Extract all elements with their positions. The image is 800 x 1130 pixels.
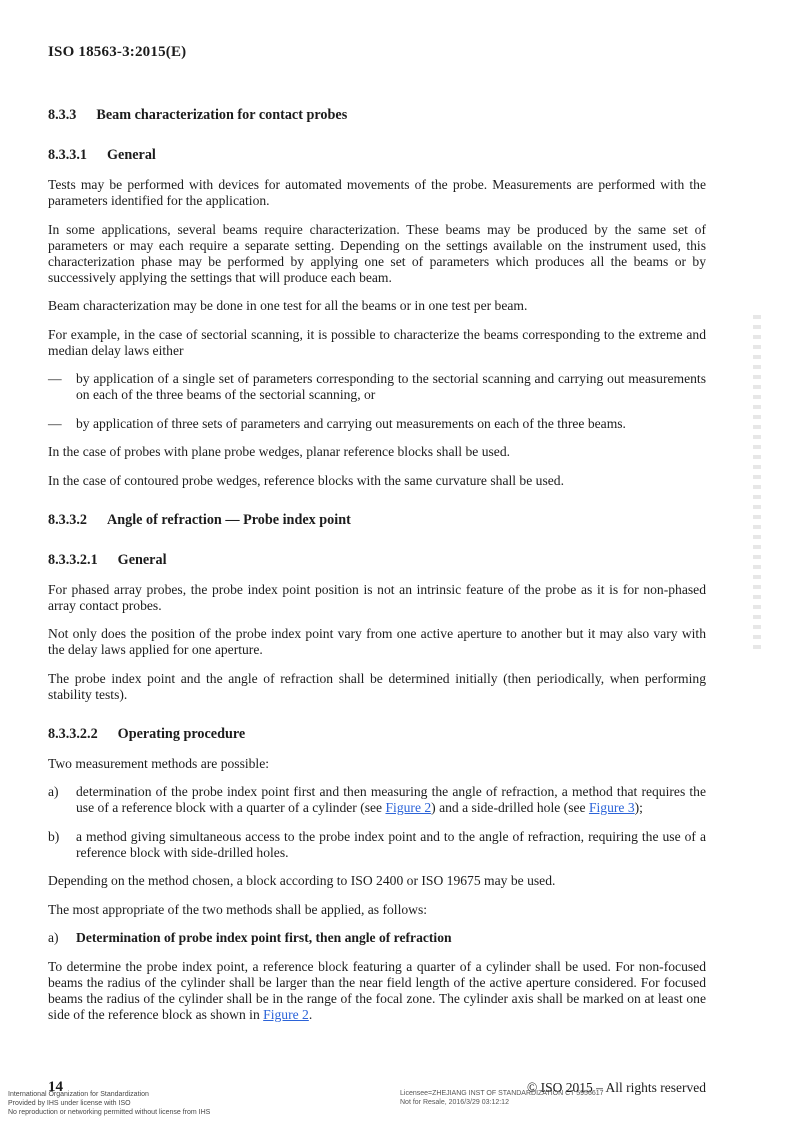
- text-run: To determine the probe index point, a reference block featuring a quarter of a cylinder shall be used. For non-focused beams the radius of the cylinder shall be larger than the near field length of the active aperture considered. For focused beams the radius of the cylinder shall be in the range of the focal zone. The cylinder axis shall be marked on at least one side of the reference block as shown in: [48, 958, 706, 1022]
- dash-list-item-text: by application of three sets of parameters and carrying out measurements on each of the three beams.: [76, 415, 626, 431]
- paragraph-sectorial-example: For example, in the case of sectorial scanning, it is possible to characterize the beams corresponding to the extreme and median delay laws either: [48, 326, 706, 358]
- running-header: ISO 18563-3:2015(E): [48, 44, 187, 60]
- list-marker-a: a): [48, 930, 59, 945]
- heading-number: 8.3.3: [48, 107, 77, 123]
- footer-ihs-line: No reproduction or networking permitted without license from IHS: [8, 1109, 211, 1116]
- dash-bullet: —: [48, 415, 62, 431]
- text-run: .: [308, 1006, 313, 1022]
- heading-number: 8.3.3.2: [48, 511, 88, 528]
- heading-8-3-3-2-2: [48, 726, 706, 743]
- heading-number: 8.3.3.2.2: [48, 725, 98, 742]
- heading-title: Operating procedure: [117, 725, 246, 742]
- applied-method-item-a: [48, 930, 706, 946]
- heading-8-3-3-2-1: [48, 552, 706, 569]
- footer-ihs-line: Provided by IHS under license with ISO: [8, 1100, 131, 1107]
- paragraph-tests-performed: Tests may be performed with devices for automated movements of the probe. Measurements are performed with the parameters identified for the application.: [48, 177, 706, 208]
- text-run: ) and a side-drilled hole (see: [431, 800, 589, 815]
- paragraph-one-test: Beam characterization may be done in one test for all the beams or in one test per beam.: [48, 298, 528, 313]
- figure-2-link[interactable]: Figure 2: [263, 1006, 309, 1022]
- heading-title: Angle of refraction — Probe index point: [107, 511, 351, 528]
- dash-list-item: [48, 371, 706, 403]
- paragraph-two-methods: Two measurement methods are possible:: [48, 755, 270, 771]
- heading-title: General: [117, 551, 167, 568]
- heading-8-3-3: [48, 107, 706, 124]
- footer-ihs-line: International Organization for Standardization: [8, 1091, 149, 1098]
- dash-list-item-text: by application of a single set of parameters corresponding to the sectorial scanning and carrying out measurements on each of the three beams of the sectorial scanning, or: [76, 371, 706, 402]
- vertical-watermark-strip: [753, 315, 761, 650]
- list-marker-a: a): [48, 784, 59, 799]
- paragraph-index-point-vary: Not only does the position of the probe index point vary from one active aperture to another but it may also vary with the delay laws applied for one aperture.: [48, 626, 706, 657]
- applied-method-a-title: Determination of probe index point first, then angle of refraction: [76, 930, 452, 945]
- paragraph-phased-array: For phased array probes, the probe index point position is not an intrinsic feature of the probe as it is for non-phased array contact probes.: [48, 581, 706, 613]
- dash-list-item: [48, 416, 706, 432]
- paragraph-determined-initially: The probe index point and the angle of refraction shall be determined initially (then periodically, when performing stability tests).: [48, 670, 706, 702]
- list-marker-b: b): [48, 828, 60, 844]
- page-body: [48, 44, 706, 1035]
- paragraph-several-beams: In some applications, several beams require characterization. These beams may be produced by the same set of parameters or may each require a separate setting. Depending on the settings available on the instrument used, this characterization phase may be performed by applying one set of parameters which produces all the beams or by successively applying the settings that will produce each beam.: [48, 221, 706, 285]
- heading-number: 8.3.3.1: [48, 147, 88, 163]
- heading-8-3-3-2: [48, 512, 706, 529]
- footer-resale-line: Not for Resale, 2016/3/29 03:12:12: [400, 1099, 509, 1106]
- paragraph-block-standards: Depending on the method chosen, a block according to ISO 2400 or ISO 19675 may be used.: [48, 873, 556, 888]
- method-list-item-a: [48, 784, 706, 816]
- paragraph-plane-wedges: In the case of probes with plane probe wedges, planar reference blocks shall be used.: [48, 444, 511, 459]
- paragraph-most-appropriate: The most appropriate of the two methods shall be applied, as follows:: [48, 901, 428, 917]
- page-number: 14: [48, 1079, 63, 1095]
- text-run: determination of the probe index point first and then measuring the angle of refraction, a method that requires the use of a reference block with a quarter of a cylinder (see: [76, 784, 706, 815]
- footer-licensee-line: Licensee=ZHEJIANG INST OF STANDARDIZATION CT 5956617: [400, 1090, 604, 1097]
- footer-ihs-notice: [8, 1090, 210, 1117]
- figure-3-link[interactable]: Figure 3: [588, 800, 635, 815]
- paragraph-method-a-detail: [48, 959, 706, 1023]
- heading-title: General: [107, 147, 156, 163]
- text-run: );: [634, 800, 643, 815]
- paragraph-contoured-wedges: In the case of contoured probe wedges, reference blocks with the same curvature shall be used.: [48, 472, 564, 488]
- method-b-text: a method giving simultaneous access to the probe index point and to the angle of refraction, requiring the use of a reference block with side-drilled holes.: [76, 828, 706, 860]
- copyright-notice: © ISO 2015 – All rights reserved: [527, 1080, 706, 1095]
- method-a-text: [76, 784, 706, 816]
- dash-bullet: —: [48, 371, 62, 386]
- heading-title: Beam characterization for contact probes: [96, 107, 348, 123]
- method-list-item-b: [48, 829, 706, 861]
- heading-8-3-3-1: [48, 147, 706, 164]
- figure-2-link[interactable]: Figure 2: [385, 800, 432, 815]
- heading-number: 8.3.3.2.1: [48, 551, 98, 568]
